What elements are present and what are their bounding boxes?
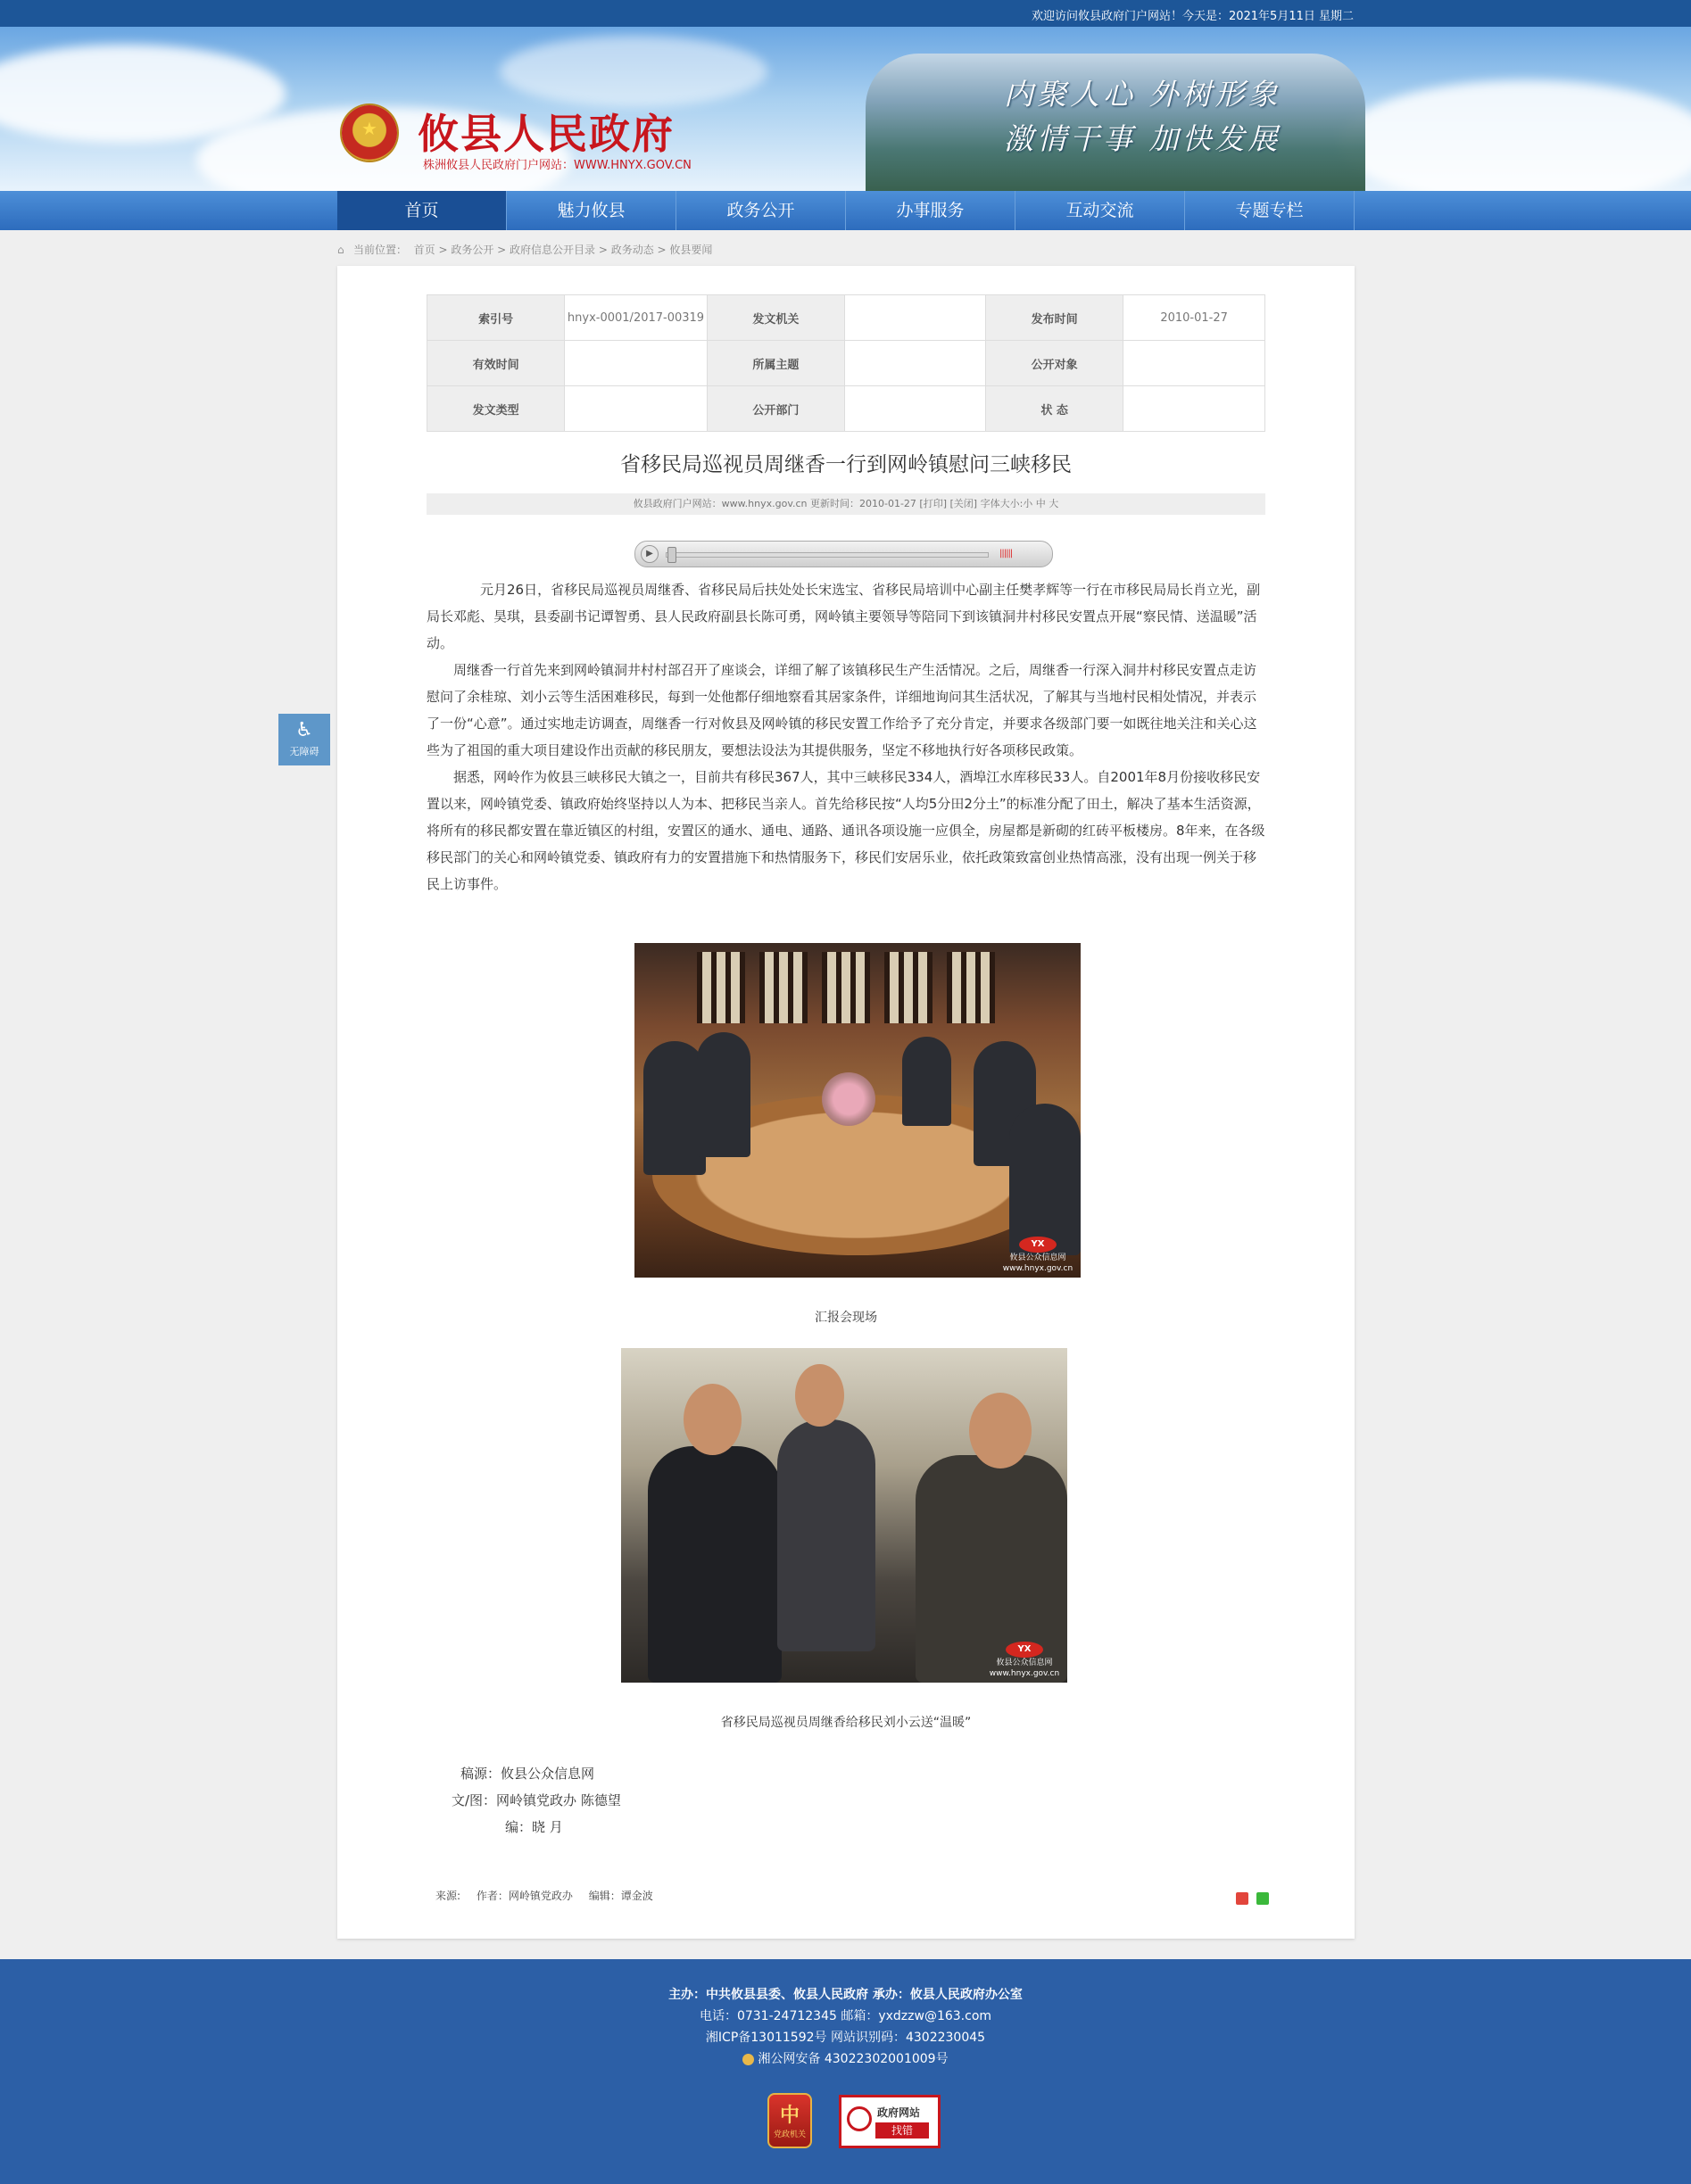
watermark-name: 攸县公众信息网 (996, 1659, 1053, 1667)
national-emblem-icon[interactable]: ★ (342, 105, 397, 161)
article-paragraph: 据悉，网岭作为攸县三峡移民大镇之一，目前共有移民367人，其中三峡移民334人，酒埠江水库移民33人。自2001年8月份接收移民安置以来，网岭镇党委、镇政府始终坚持以人为本、把移民当亲人。首先给移民按“人均5分田2分土”的标准分配了田土，解决了基本生活资源，将所有的移民都安置在靠近镇区的村组，安置区的通水、通电、通路、通讯各项设施一应俱全，房屋都是新砌的红砖平板楼房。8年来，在各级移民部门的关心和网岭镇党委、镇政府有力的安置措施下和热情服务下，移民们安居乐业，依托政策致富创业热情高涨，没有出现一例关于移民上访事件。 (427, 769, 1265, 892)
nav-item-interaction[interactable]: 互动交流 (1015, 191, 1185, 230)
breadcrumb-path[interactable]: 首页 > 政务公开 > 政府信息公开目录 > 政务动态 > 攸县要闻 (413, 244, 713, 256)
article-panel (337, 266, 1355, 1939)
author-label: 作者：网岭镇党政办 (476, 1890, 573, 1902)
article-paragraph: 元月26日，省移民局巡视员周继香、省移民局后扶处处长宋选宝、省移民局培训中心副主任樊孝辉等一行在市移民局局长肖立光，副局长邓彪、昊琪，县委副书记谭智勇、县人民政府副县长陈可勇，网岭镇主要领导等陪同下到该镇洞井村移民安置点开展“察民情、送温暖”活动。 (427, 582, 1261, 651)
breadcrumb (337, 242, 712, 257)
person-silhouette (648, 1446, 782, 1683)
error-report-line2: 找错 (875, 2122, 929, 2138)
credit-source: 稿源：攸县公众信息网 (460, 1766, 595, 1782)
watermark (985, 1642, 1064, 1679)
share-buttons (1232, 1891, 1269, 1908)
person-silhouette (902, 1037, 951, 1126)
credit-author: 文/图：网岭镇党政办 陈德望 (452, 1792, 621, 1808)
meta-key: 有效时间 (427, 341, 565, 386)
footer-contact: 电话：0731-24712345 邮箱：yxdzzw@163.com (699, 2009, 992, 2023)
meta-value: hnyx-0001/2017-00319 (565, 295, 707, 341)
person-silhouette (1009, 1104, 1081, 1255)
source-line (435, 1888, 666, 1903)
footer (0, 1959, 1691, 2184)
home-icon: ⌂ (337, 244, 344, 256)
face-shape (684, 1384, 742, 1455)
watermark (999, 1237, 1077, 1274)
metadata-table (427, 294, 1265, 432)
main-nav (0, 191, 1691, 230)
meta-key: 索引号 (427, 295, 565, 341)
meta-value (565, 386, 707, 432)
cloud-decoration (500, 36, 767, 107)
gov-site-error-report-button[interactable] (839, 2095, 941, 2148)
meta-value: 2010-01-27 (1123, 295, 1265, 341)
window-decoration (822, 952, 870, 1023)
police-badge-icon (742, 2054, 754, 2065)
accessibility-label: 无障碍 (289, 746, 319, 757)
article-info-bar[interactable]: 攸县政府门户网站：www.hnyx.gov.cn 更新时间：2010-01-27 [打印] [关闭] 字体大小:小 中 大 (427, 493, 1265, 515)
watermark-url: www.hnyx.gov.cn (1002, 1264, 1073, 1273)
face-shape (969, 1393, 1032, 1468)
photo-caption-2: 省移民局巡视员周继香给移民刘小云送“温暖” (720, 1716, 972, 1730)
window-decoration (947, 952, 995, 1023)
breadcrumb-label: 当前位置： (353, 244, 408, 256)
window-decoration (759, 952, 808, 1023)
flower-decoration (822, 1072, 875, 1126)
article-paragraph: 周继香一行首先来到网岭镇洞井村村部召开了座谈会，详细了解了该镇移民生产生活情况。之后，周继香一行深入洞井村移民安置点走访慰问了余桂琼、刘小云等生活困难移民，每到一处他都仔细地察看其居家条件，详细地询问其生活状况，了解其与当地村民相处情况，并表示了一份“心意”。通过实地走访调查，周继香一行对攸县及网岭镇的移民安置工作给予了充分肯定，并要求各级部门要一如既往地关注和关心这些为了祖国的重大项目建设作出贡献的移民朋友，要想法设法为其提供服务，坚定不移地执行好各项移民政策。 (427, 662, 1257, 758)
meta-value (845, 341, 986, 386)
top-bar (0, 0, 1691, 27)
article-title: 省移民局巡视员周继香一行到网岭镇慰问三峡移民 (620, 453, 1072, 476)
footer-host: 主办：中共攸县县委、攸县人民政府 承办：攸县人民政府办公室 (668, 1988, 1023, 2002)
footer-icp[interactable]: 湘ICP备13011592号 网站识别码：4302230045 (705, 2031, 986, 2045)
visit-photo (621, 1348, 1067, 1683)
meta-value (565, 341, 707, 386)
audio-progress-handle[interactable] (667, 547, 676, 563)
person-silhouette (777, 1419, 875, 1651)
article-credits (427, 1760, 621, 1841)
error-report-line1: 政府网站 (877, 2106, 921, 2119)
meta-key: 所属主题 (707, 341, 844, 386)
meta-key: 状 态 (985, 386, 1123, 432)
audio-player[interactable] (634, 541, 1053, 567)
meta-value (845, 295, 986, 341)
nav-item-gov-affairs[interactable]: 政务公开 (676, 191, 846, 230)
wechat-share-icon[interactable] (1256, 1892, 1269, 1905)
window-decoration (884, 952, 933, 1023)
meta-key: 公开部门 (707, 386, 844, 432)
cloud-decoration (1339, 80, 1691, 191)
party-gov-badge[interactable] (767, 2093, 812, 2148)
face-shape (795, 1364, 844, 1427)
welcome-text: 欢迎访问攸县政府门户网站！今天是：2021年5月11日 星期二 (1031, 10, 1354, 23)
watermark-name: 攸县公众信息网 (1009, 1253, 1066, 1262)
party-gov-icon: 中 (779, 2105, 800, 2127)
watermark-url: www.hnyx.gov.cn (989, 1669, 1060, 1678)
accessibility-button[interactable] (278, 714, 330, 765)
nav-item-topics[interactable]: 专题专栏 (1185, 191, 1355, 230)
volume-icon[interactable]: |||||| (999, 549, 1013, 558)
meta-value (1123, 341, 1265, 386)
slogan-line-2: 激情干事 加快发展 (1004, 121, 1281, 156)
magnifier-icon (847, 2106, 872, 2131)
meta-value (845, 386, 986, 432)
play-icon[interactable]: ▶ (641, 545, 659, 563)
header-banner (0, 27, 1691, 191)
meta-key: 公开对象 (985, 341, 1123, 386)
meta-value (1123, 386, 1265, 432)
site-title[interactable]: 攸县人民政府 (418, 110, 675, 158)
wheelchair-icon: ♿ (295, 719, 313, 741)
weibo-share-icon[interactable] (1236, 1892, 1248, 1905)
article-body (427, 576, 1265, 898)
photo-caption-1: 汇报会现场 (815, 1311, 877, 1325)
source-label: 来源: (435, 1890, 461, 1902)
meeting-photo (634, 943, 1081, 1278)
person-silhouette (697, 1032, 750, 1157)
watermark-logo: YX (1006, 1642, 1043, 1658)
window-decoration (697, 952, 745, 1023)
nav-item-services[interactable]: 办事服务 (846, 191, 1015, 230)
credit-editor: 编：晓 月 (505, 1819, 563, 1835)
site-subtitle: 株洲攸县人民政府门户网站：WWW.HNYX.GOV.CN (423, 159, 692, 172)
audio-progress-track[interactable] (666, 552, 989, 558)
nav-item-home[interactable]: 首页 (337, 191, 507, 230)
footer-police[interactable]: 湘公网安备 43022302001009号 (758, 2052, 949, 2066)
nav-item-charm[interactable]: 魅力攸县 (507, 191, 676, 230)
meta-key: 发文类型 (427, 386, 565, 432)
watermark-logo: YX (1019, 1237, 1057, 1253)
meta-key: 发布时间 (985, 295, 1123, 341)
slogan-line-1: 内聚人心 外树形象 (1004, 77, 1281, 112)
editor-label: 编辑：谭金波 (588, 1890, 653, 1902)
meta-key: 发文机关 (707, 295, 844, 341)
party-gov-label: 党政机关 (773, 2130, 806, 2139)
